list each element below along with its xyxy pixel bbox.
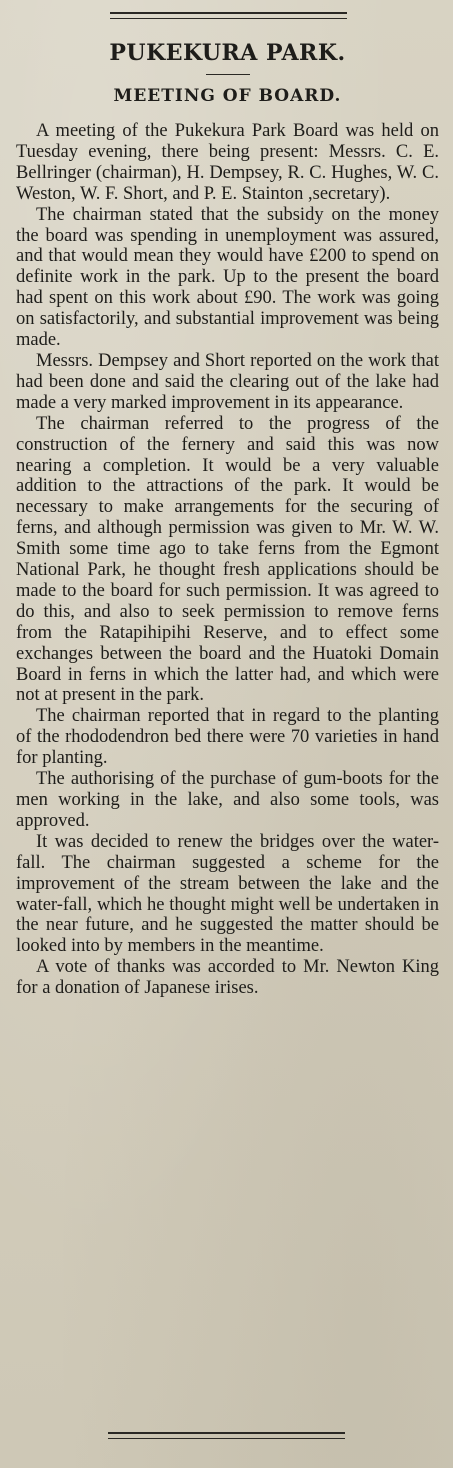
article-body: [16, 121, 439, 999]
top-double-rule: [110, 12, 347, 19]
subheadline: MEETING OF BOARD.: [113, 86, 342, 106]
paragraph-fernery: The chairman referred to the progress of the construction of the fernery and said this was now nearing a completion. It would be a very valuable addition to the attractions of the park. It would be necessary to make arrangements for the securing of ferns, and although permission was given to Mr. W. W. Smith some time ago to take ferns from the Egmont National Park, he thought fresh applications should be made to the board for such permission. It was agreed to do this, and also to seek permission to remove ferns from the Ratapihipihi Reserve, and to effect some exchanges between the board and the Huatoki Domain Board in ferns in which the latter had, and which were not at present in the park.: [16, 413, 439, 706]
paragraph-bridges: It was decided to renew the bridges over the water-fall. The chairman suggested a scheme for the improvement of the stream between the lake and the water-fall, which he thought might well be undertaken in the near future, and he suggested the matter should be looked into by members in the meantime.: [16, 831, 439, 957]
headline: PUKEKURA PARK.: [109, 40, 346, 66]
paragraph-rhododendron: The chairman reported that in regard to the planting of the rhododendron bed there were 70 varieties in hand for planting.: [16, 706, 439, 769]
paragraph-vote-of-thanks: A vote of thanks was accorded to Mr. Newton King for a donation of Japanese irises.: [16, 957, 439, 999]
paragraph-lake-report: Messrs. Dempsey and Short reported on the work that had been done and said the clearing out of the lake had made a very marked improvement in its appearance.: [16, 350, 439, 413]
short-divider-rule: [206, 74, 250, 75]
paragraph-subsidy: The chairman stated that the subsidy on the money the board was spending in unemployment was assured, and that would mean they would have £200 to spend on definite work in the park. Up to the present the board had spent on this work about £90. The work was going on satisfactorily, and substantial improvement was being made.: [16, 204, 439, 351]
paragraph-gum-boots: The authorising of the purchase of gum-boots for the men working in the lake, and also some tools, was approved.: [16, 769, 439, 831]
bottom-double-rule: [108, 1432, 345, 1439]
paragraph-attendance: A meeting of the Pukekura Park Board was held on Tuesday evening, there being present: Messrs. C. E. Bellringer (chairman), H. Dempsey, R. C. Hughes, W. C. Weston, W. F. Short, and P. E. Stainton ,secretary).: [16, 121, 439, 204]
